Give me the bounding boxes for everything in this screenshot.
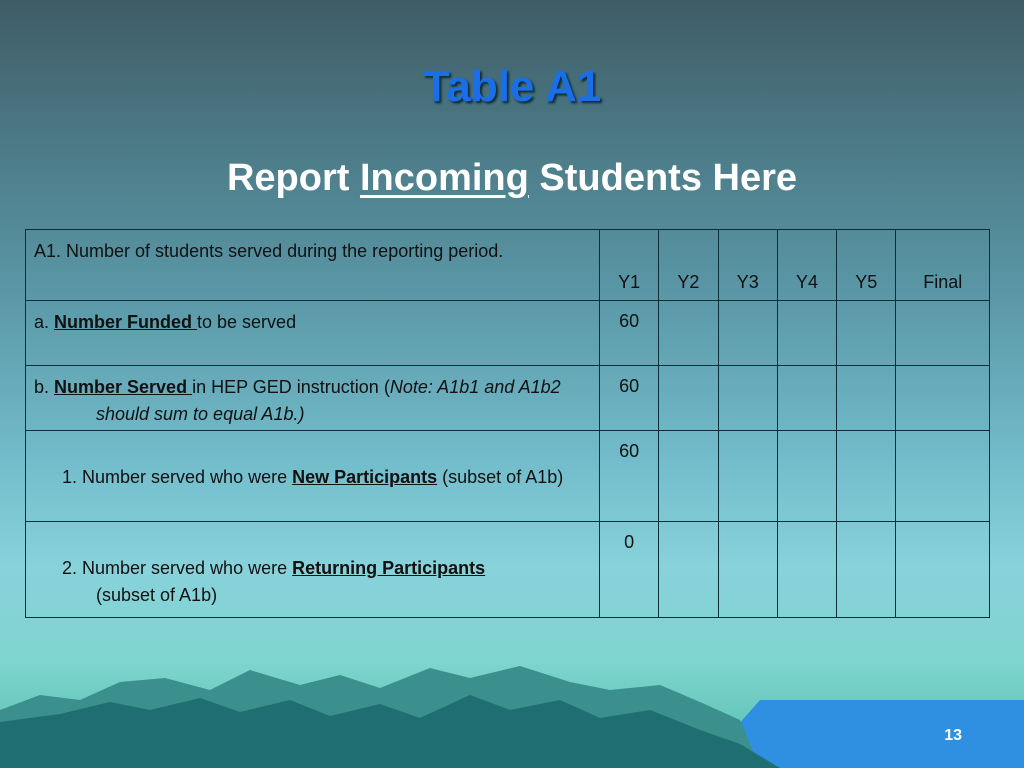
- row-b1-y3-cell: [718, 431, 777, 522]
- row-b2-y5-cell: [837, 522, 896, 618]
- row-b1-y4-value: [778, 431, 836, 441]
- row-b-y1-cell: [599, 366, 658, 431]
- row-a-prefix: a.: [34, 312, 55, 332]
- row-b2-y4-value: [778, 522, 836, 532]
- row-b-prefix: b.: [34, 377, 55, 397]
- row-a-suffix: to be served: [197, 312, 297, 332]
- row-a-y2-cell: [659, 301, 718, 366]
- row-b2-description: [26, 522, 496, 609]
- row-a-final-value: [896, 301, 989, 311]
- header-y2-cell: [659, 230, 718, 301]
- page-number: 13: [944, 727, 962, 744]
- row-b1-description-cell: [26, 431, 600, 522]
- row-b1-prefix: 1. Number served who were: [62, 467, 293, 487]
- row-b1-description: [26, 431, 599, 491]
- header-y4-cell: [777, 230, 836, 301]
- table-row-b: [26, 366, 990, 431]
- row-a-y1-cell: [599, 301, 658, 366]
- row-b-y1-value: 60: [619, 376, 640, 396]
- subtitle-underlined-word: Incoming: [359, 157, 529, 199]
- row-b-y5-value: [837, 366, 895, 376]
- row-a-y5-value: [837, 301, 895, 311]
- row-a-y1-value: 60: [619, 311, 640, 331]
- row-b1-y5-value: [837, 431, 895, 441]
- header-final-cell: [896, 230, 990, 301]
- row-b-y2-cell: [659, 366, 718, 431]
- header-y3: Y3: [736, 272, 759, 292]
- table-row-b1: [26, 431, 990, 522]
- row-a-y4-value: [778, 301, 836, 311]
- row-b1-bold-label: New Participants: [292, 467, 438, 487]
- row-b-suffix: in HEP GED instruction (: [192, 377, 390, 397]
- header-y4: Y4: [795, 272, 819, 292]
- slide-title: Table A1: [422, 62, 602, 111]
- row-b-bold-label: Number Served: [54, 377, 193, 397]
- table-row-a: [26, 301, 990, 366]
- header-y5-cell: [837, 230, 896, 301]
- row-b-final-value: [896, 366, 989, 376]
- row-b2-y3-value: [719, 522, 777, 532]
- header-description: A1. Number of students served during the reporting period.: [34, 241, 504, 261]
- row-a-y5-cell: [837, 301, 896, 366]
- header-description-cell: [26, 230, 600, 301]
- row-a-y2-value: [659, 301, 717, 311]
- row-b2-suffix: (subset of A1b): [96, 585, 218, 605]
- header-y1: Y1: [618, 272, 641, 292]
- mountain-landscape: [0, 640, 1024, 768]
- row-b2-final-value: [896, 522, 989, 532]
- header-y1-cell: [599, 230, 658, 301]
- row-b2-y3-cell: [718, 522, 777, 618]
- row-b-note: Note: A1b1 and A1b2 should sum to equal A1b.): [96, 377, 561, 424]
- slide-subtitle: [0, 157, 1024, 200]
- header-y3-cell: [718, 230, 777, 301]
- subtitle-end: Students Here: [528, 157, 798, 199]
- row-b2-y1-cell: [599, 522, 658, 618]
- subtitle-start: Report: [226, 157, 360, 199]
- row-a-y4-cell: [777, 301, 836, 366]
- row-a-description: [26, 301, 599, 336]
- row-b-y5-cell: [837, 366, 896, 431]
- row-b2-prefix: 2. Number served who were: [62, 558, 293, 578]
- row-a-description-cell: [26, 301, 600, 366]
- row-b2-final-cell: [896, 522, 990, 618]
- row-b2-description-cell: [26, 522, 600, 618]
- row-b1-y4-cell: [777, 431, 836, 522]
- row-b-final-cell: [896, 366, 990, 431]
- row-b-description-cell: [26, 366, 600, 431]
- row-b-y4-cell: [777, 366, 836, 431]
- row-b1-suffix: (subset of A1b): [437, 467, 564, 487]
- row-b-y4-value: [778, 366, 836, 376]
- header-final: Final: [923, 272, 963, 292]
- row-b-y3-cell: [718, 366, 777, 431]
- row-b1-y2-value: [659, 431, 717, 441]
- row-b1-final-cell: [896, 431, 990, 522]
- row-a-y3-value: [719, 301, 777, 311]
- row-a-bold-label: Number Funded: [54, 312, 198, 332]
- row-b1-y1-value: 60: [619, 441, 640, 461]
- row-a-y3-cell: [718, 301, 777, 366]
- row-b1-y2-cell: [659, 431, 718, 522]
- row-b2-y4-cell: [777, 522, 836, 618]
- row-b2-y5-value: [837, 522, 895, 532]
- row-b-y2-value: [659, 366, 717, 376]
- row-b1-y3-value: [719, 431, 777, 441]
- row-b2-bold-label: Returning Participants: [292, 558, 486, 578]
- row-b1-final-value: [896, 431, 989, 441]
- row-b-description: [26, 366, 599, 428]
- row-b1-y1-cell: [599, 431, 658, 522]
- table-header-row: [26, 230, 990, 301]
- row-b2-y2-value: [659, 522, 717, 532]
- header-y2: Y2: [677, 272, 700, 292]
- header-y5: Y5: [855, 272, 878, 292]
- row-b2-y1-value: 0: [624, 532, 635, 552]
- row-b1-y5-cell: [837, 431, 896, 522]
- table-row-b2: [26, 522, 990, 618]
- row-a-final-cell: [896, 301, 990, 366]
- row-b-y3-value: [719, 366, 777, 376]
- row-b2-y2-cell: [659, 522, 718, 618]
- report-table: [25, 229, 990, 618]
